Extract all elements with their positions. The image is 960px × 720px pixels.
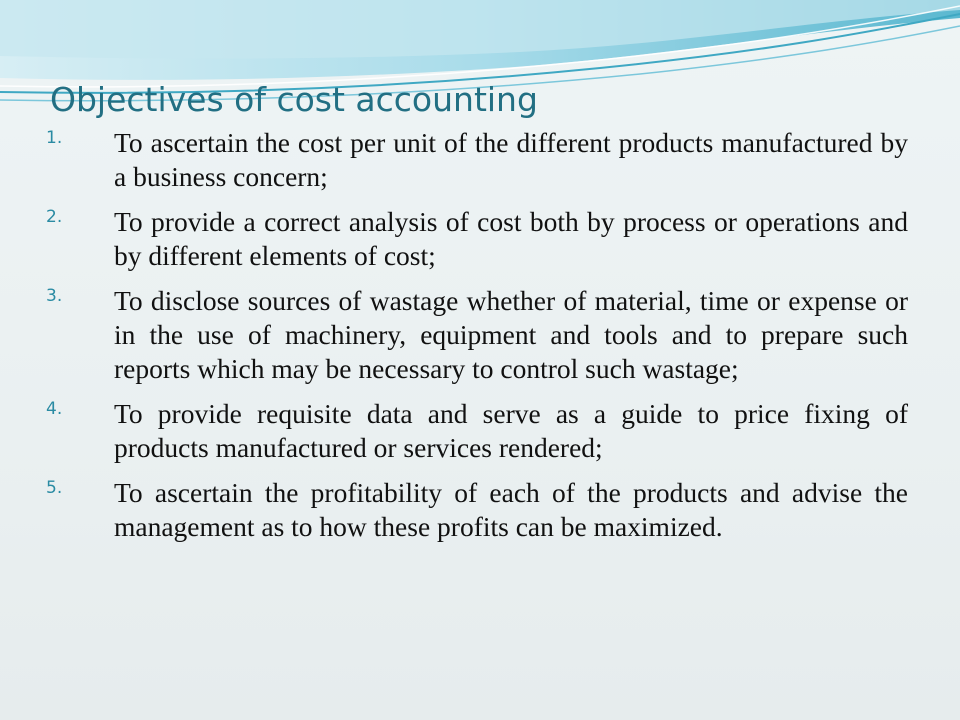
item-text: To ascertain the profitability of each of the products and advise the management as to how these profits can be maximized. [114, 477, 908, 542]
objectives-list [40, 126, 908, 555]
item-text: To ascertain the cost per unit of the different products manufactured by a business concern; [114, 127, 908, 192]
item-text: To provide requisite data and serve as a guide to price fixing of products manufactured or services rendered; [114, 398, 908, 463]
item-text: To provide a correct analysis of cost both by process or operations and by different elements of cost; [114, 206, 908, 271]
list-item [40, 476, 908, 544]
item-text: To disclose sources of wastage whether of material, time or expense or in the use of machinery, equipment and tools and to prepare such reports which may be necessary to control such wastage; [114, 285, 908, 384]
item-number: 5. [46, 478, 63, 498]
item-number: 2. [46, 207, 63, 227]
list-item [40, 397, 908, 465]
list-item [40, 126, 908, 194]
slide-title: Objectives of cost accounting [50, 80, 538, 119]
item-number: 4. [46, 399, 63, 419]
list-item [40, 205, 908, 273]
item-number: 3. [46, 286, 63, 306]
item-number: 1. [46, 128, 63, 148]
list-item [40, 284, 908, 386]
